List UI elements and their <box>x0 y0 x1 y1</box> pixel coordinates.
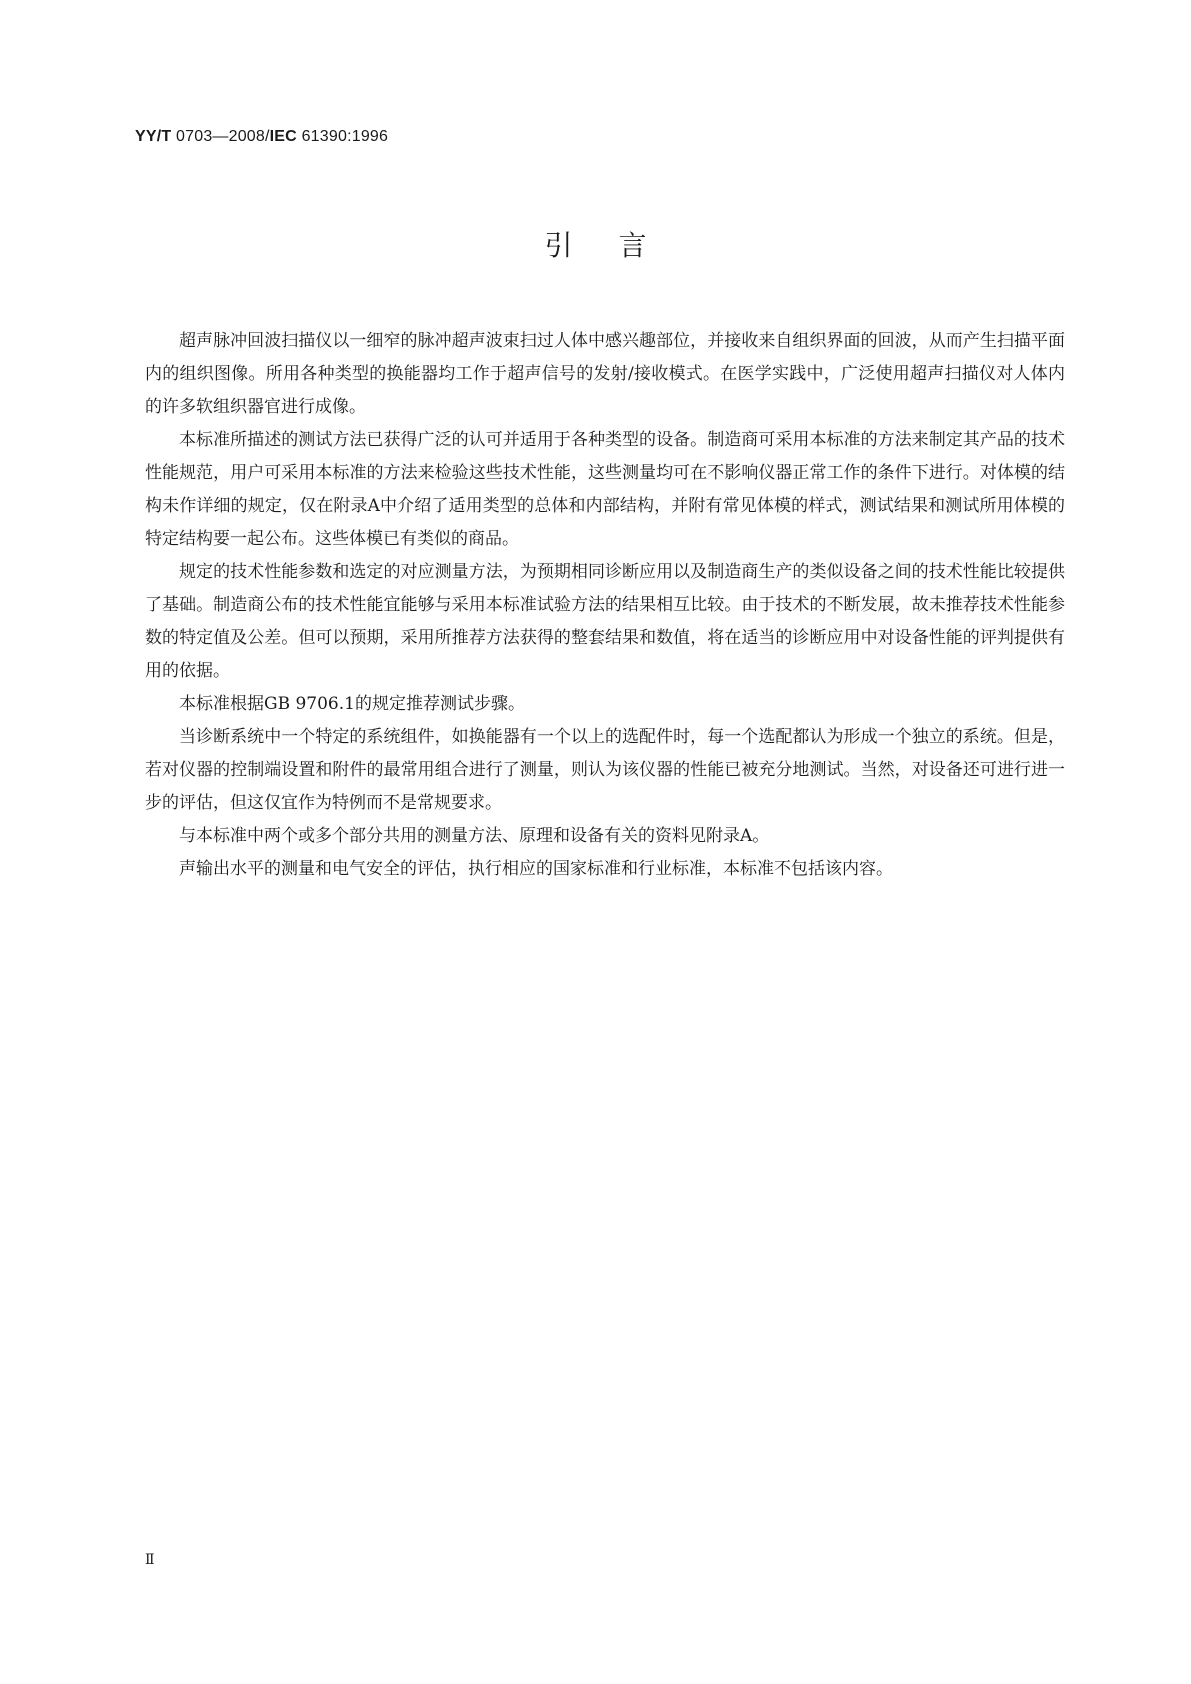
doc-id-number: 0703—2008/ <box>171 128 270 145</box>
paragraph: 当诊断系统中一个特定的系统组件，如换能器有一个以上的选配件时，每一个选配都认为形成一个独立的系统。但是，若对仪器的控制端设置和附件的最常用组合进行了测量，则认为该仪器的性能已被充分地测试。当然，对设备还可进行进一步的评估，但这仅宜作为特例而不是常规要求。 <box>145 727 1065 813</box>
page-number: Ⅱ <box>145 1552 155 1568</box>
paragraph: 本标准所描述的测试方法已获得广泛的认可并适用于各种类型的设备。制造商可采用本标准的方法来制定其产品的技术性能规范，用户可采用本标准的方法来检验这些技术性能，这些测量均可在不影响仪器正常工作的条件下进行。对体模的结构未作详细的规定，仅在附录A中介绍了适用类型的总体和内部结构，并附有常见体模的样式，测试结果和测试所用体模的特定结构要一起公布。这些体模已有类似的商品。 <box>145 430 1065 549</box>
body-text <box>145 325 1065 886</box>
page-title: 引言 <box>544 229 693 262</box>
doc-id-prefix: YY/T <box>135 128 172 145</box>
paragraph: 超声脉冲回波扫描仪以一细窄的脉冲超声波束扫过人体中感兴趣部位，并接收来自组织界面的回波，从而产生扫描平面内的组织图像。所用各种类型的换能器均工作于超声信号的发射/接收模式。在医学实践中，广泛使用超声扫描仪对人体内的许多软组织器官进行成像。 <box>145 331 1065 417</box>
document-header <box>135 128 388 146</box>
paragraph: 规定的技术性能参数和选定的对应测量方法，为预期相同诊断应用以及制造商生产的类似设备之间的技术性能比较提供了基础。制造商公布的技术性能宜能够与采用本标准试验方法的结果相互比较。由于技术的不断发展，故未推荐技术性能参数的特定值及公差。但可以预期，采用所推荐方法获得的整套结果和数值，将在适当的诊断应用中对设备性能的评判提供有用的依据。 <box>145 562 1065 681</box>
paragraph: 本标准根据GB 9706.1的规定推荐测试步骤。 <box>179 694 525 714</box>
doc-id-iec: IEC <box>269 128 297 145</box>
paragraph: 与本标准中两个或多个部分共用的测量方法、原理和设备有关的资料见附录A。 <box>179 826 770 846</box>
paragraph: 声输出水平的测量和电气安全的评估，执行相应的国家标准和行业标准，本标准不包括该内容。 <box>179 859 893 879</box>
doc-id-suffix: 61390:1996 <box>296 128 389 145</box>
